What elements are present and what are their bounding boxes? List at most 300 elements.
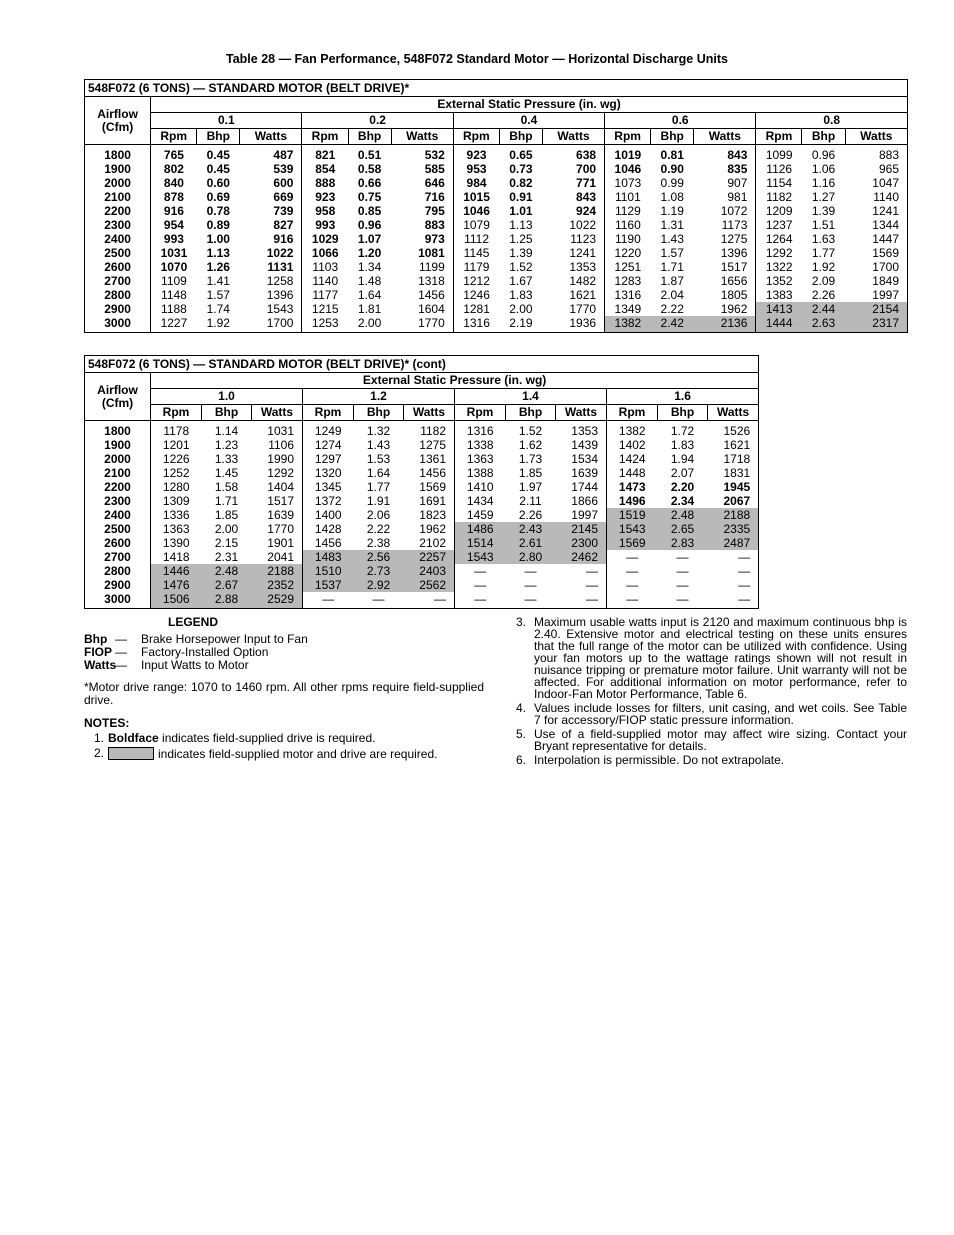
table-caption: 548F072 (6 TONS) — STANDARD MOTOR (BELT DRIVE)* — [85, 80, 908, 97]
table-row — [85, 316, 908, 333]
watts-cell: 1517 — [252, 494, 303, 508]
bhp-cell: 2.44 — [802, 302, 845, 316]
legend-dash: — — [115, 645, 127, 659]
bhp-cell: 2.19 — [499, 316, 542, 333]
rpm-cell: 1227 — [151, 316, 197, 333]
watts-cell: 1823 — [404, 508, 455, 522]
airflow-cell: 2300 — [85, 494, 151, 508]
column-label: Rpm — [607, 405, 658, 421]
watts-cell: 1962 — [404, 522, 455, 536]
bhp-cell: 1.63 — [811, 232, 836, 246]
rpm-cell: — — [626, 550, 639, 564]
rpm-cell: 1252 — [162, 466, 190, 480]
bhp-cell: 0.66 — [357, 176, 382, 190]
bhp-cell: 1.41 — [206, 274, 230, 288]
watts-cell: 1456 — [404, 466, 455, 480]
rpm-cell: 1428 — [314, 522, 342, 536]
rpm-cell: 1154 — [766, 176, 793, 190]
table-caption-row — [85, 356, 759, 373]
rpm-cell: 1140 — [312, 274, 339, 288]
bhp-cell: 2.22 — [366, 522, 391, 536]
note-number: 2. — [93, 746, 104, 760]
watts-cell: 1639 — [252, 508, 303, 522]
bhp-cell: 2.73 — [354, 564, 404, 578]
table-row — [85, 564, 759, 578]
rpm-cell: 1336 — [162, 508, 190, 522]
bhp-cell: 1.16 — [811, 176, 836, 190]
airflow-cell: 2400 — [85, 232, 151, 246]
watts-cell: 1639 — [556, 466, 607, 480]
column-label: Bhp — [197, 129, 240, 145]
bhp-cell: 2.48 — [202, 564, 252, 578]
watts-cell: 2257 — [404, 550, 455, 564]
rpm-cell: 1253 — [302, 316, 348, 333]
rpm-cell: 1283 — [614, 274, 642, 288]
pressure-header: 0.6 — [605, 113, 756, 129]
rpm-cell: 878 — [163, 190, 184, 204]
note-text: Values include losses for filters, unit casing, and wet coils. See Table 7 for accessory/FIOP static pressure information. — [534, 701, 907, 727]
rpm-cell: 1483 — [303, 550, 354, 564]
bhp-cell: 2.34 — [670, 494, 695, 508]
rpm-cell: 1182 — [766, 190, 793, 204]
watts-cell: 2145 — [556, 522, 607, 536]
pressure-header: 0.1 — [151, 113, 302, 129]
rpm-cell: 1126 — [766, 162, 793, 176]
rpm-cell: 1410 — [466, 480, 494, 494]
bhp-cell: 0.96 — [357, 218, 382, 232]
rpm-cell: 953 — [466, 162, 487, 176]
bhp-cell: 2.67 — [202, 578, 252, 592]
watts-cell: 2188 — [252, 564, 303, 578]
watts-cell: 1526 — [708, 421, 759, 439]
rpm-cell: 1543 — [455, 550, 506, 564]
watts-cell: 771 — [542, 176, 604, 190]
column-label: Watts — [404, 405, 455, 421]
rpm-cell: 1352 — [765, 274, 793, 288]
watts-cell: 916 — [240, 232, 302, 246]
airflow-header — [85, 373, 151, 421]
table-row — [85, 232, 908, 246]
bhp-cell: 1.53 — [366, 452, 391, 466]
rpm-cell: 1413 — [756, 302, 802, 316]
bhp-cell: 1.27 — [811, 190, 836, 204]
rpm-cell: 840 — [163, 176, 184, 190]
airflow-cell: 2500 — [85, 522, 151, 536]
airflow-cell: 2600 — [85, 260, 151, 274]
watts-cell: 973 — [391, 232, 453, 246]
watts-cell: 1744 — [556, 480, 607, 494]
watts-cell: 1945 — [708, 480, 759, 494]
watts-cell: 883 — [845, 145, 907, 163]
rpm-cell: 1388 — [466, 466, 494, 480]
airflow-cell: 2200 — [85, 204, 151, 218]
bhp-cell: — — [524, 578, 537, 592]
bhp-cell: 1.39 — [811, 204, 836, 218]
bhp-cell: 1.33 — [214, 452, 239, 466]
bhp-cell: 1.13 — [509, 218, 533, 232]
bhp-cell: 1.92 — [811, 260, 836, 274]
rpm-cell: 954 — [163, 218, 184, 232]
column-label: Watts — [542, 129, 604, 145]
bhp-cell: 0.82 — [509, 176, 533, 190]
bhp-cell: 1.06 — [811, 162, 836, 176]
bhp-cell: 1.71 — [660, 260, 684, 274]
watts-cell: 1901 — [252, 536, 303, 550]
rpm-cell: 1292 — [765, 246, 793, 260]
airflow-cell: 2800 — [85, 564, 151, 578]
watts-cell: 638 — [542, 145, 604, 163]
bhp-cell: 1.13 — [206, 246, 230, 260]
rpm-cell: 1363 — [162, 522, 190, 536]
rpm-cell: 993 — [163, 232, 184, 246]
bhp-cell: 0.45 — [206, 162, 230, 176]
rpm-cell: 1237 — [765, 218, 793, 232]
watts-cell: 924 — [542, 204, 604, 218]
note-5 — [516, 728, 907, 752]
bhp-cell: 1.81 — [357, 302, 382, 316]
column-label: Watts — [694, 129, 756, 145]
bhp-cell: 2.26 — [811, 288, 836, 302]
watts-cell: 1047 — [845, 176, 907, 190]
table-row — [85, 190, 908, 204]
airflow-cell: 3000 — [85, 592, 151, 609]
rpm-cell: 1506 — [151, 592, 202, 609]
watts-cell: 1569 — [404, 480, 455, 494]
bhp-cell: 1.07 — [357, 232, 382, 246]
rpm-cell: 1031 — [160, 246, 188, 260]
page-title: Table 28 — Fan Performance, 548F072 Standard Motor — Horizontal Discharge Units — [226, 52, 728, 66]
table-row — [85, 288, 908, 302]
bhp-cell: 1.01 — [509, 204, 533, 218]
bhp-cell: 2.20 — [670, 480, 695, 494]
rpm-cell: 854 — [315, 162, 336, 176]
watts-cell: 1718 — [708, 452, 759, 466]
airflow-unit: (Cfm) — [101, 395, 134, 410]
pressure-header: 1.2 — [303, 389, 455, 405]
watts-cell: 1292 — [252, 466, 303, 480]
airflow-header — [85, 97, 151, 145]
rpm-cell: 1309 — [162, 494, 190, 508]
bhp-cell: 1.77 — [366, 480, 391, 494]
watts-cell: 1081 — [391, 246, 453, 260]
bhp-cell: 0.99 — [660, 176, 684, 190]
bhp-cell: 1.57 — [660, 246, 684, 260]
bhp-cell: 1.23 — [214, 438, 239, 452]
note-number: 6. — [516, 753, 527, 767]
esp-header-row — [85, 373, 759, 389]
column-label: Watts — [252, 405, 303, 421]
bhp-cell: 1.43 — [366, 438, 391, 452]
watts-cell: 1353 — [542, 260, 604, 274]
bhp-cell: 1.94 — [670, 452, 695, 466]
column-label-row — [85, 405, 759, 421]
motor-drive-footnote: *Motor drive range: 1070 to 1460 rpm. All other rpms require field-supplied drive. — [84, 680, 484, 707]
watts-cell: 2352 — [252, 578, 303, 592]
rpm-cell: 802 — [163, 162, 184, 176]
gray-shading-swatch — [108, 747, 154, 760]
bhp-cell: 1.83 — [509, 288, 533, 302]
bhp-cell: 2.38 — [366, 536, 391, 550]
rpm-cell: — — [474, 564, 487, 578]
watts-cell: 1344 — [845, 218, 907, 232]
bhp-cell: 2.11 — [519, 494, 542, 508]
rpm-cell: 1103 — [312, 260, 339, 274]
bhp-cell: 2.83 — [658, 536, 708, 550]
fan-performance-table-2 — [84, 355, 759, 609]
watts-cell: 1022 — [240, 246, 302, 260]
bhp-cell: — — [354, 592, 404, 609]
bhp-cell: 0.69 — [206, 190, 230, 204]
legend-desc: Factory-Installed Option — [141, 645, 269, 659]
bhp-cell: 1.71 — [214, 494, 239, 508]
rpm-cell: 1345 — [314, 480, 342, 494]
watts-cell: 795 — [391, 204, 453, 218]
column-label: Rpm — [302, 129, 348, 145]
rpm-cell: 1246 — [463, 288, 490, 302]
rpm-cell: 1400 — [314, 508, 342, 522]
rpm-cell: 1201 — [162, 438, 190, 452]
watts-cell: 1997 — [845, 288, 907, 302]
bhp-cell: 0.90 — [660, 162, 684, 176]
bhp-cell: 0.65 — [509, 147, 533, 162]
rpm-cell: 1514 — [455, 536, 506, 550]
watts-cell: 843 — [542, 190, 604, 204]
rpm-cell: 1264 — [765, 232, 793, 246]
bhp-cell: — — [658, 592, 708, 609]
table-row — [85, 508, 759, 522]
bhp-cell: 1.85 — [518, 466, 543, 480]
note-number: 1. — [93, 731, 104, 745]
airflow-label: Airflow — [97, 382, 138, 397]
airflow-cell: 2900 — [85, 578, 151, 592]
rpm-cell: 888 — [315, 176, 336, 190]
watts-cell: 1770 — [391, 316, 453, 333]
note-text: indicates field-supplied motor and drive are required. — [158, 747, 438, 761]
note-text: Use of a field-supplied motor may affect wire sizing. Contact your Bryant representative for details. — [534, 727, 907, 753]
right-notes — [516, 616, 907, 768]
rpm-cell: 1402 — [618, 438, 646, 452]
watts-cell: 487 — [240, 145, 302, 163]
table-row — [85, 536, 759, 550]
table-row — [85, 302, 908, 316]
rpm-cell: 1390 — [162, 536, 190, 550]
table-row — [85, 550, 759, 564]
rpm-cell: 958 — [315, 204, 336, 218]
bhp-cell: 2.88 — [202, 592, 252, 609]
bhp-cell: 1.45 — [214, 466, 239, 480]
notes-heading: NOTES: — [84, 716, 130, 730]
watts-cell: 1182 — [404, 421, 455, 439]
esp-header-row — [85, 97, 908, 113]
bhp-cell: 0.78 — [206, 204, 230, 218]
bhp-cell: 0.81 — [660, 147, 684, 162]
rpm-cell: 1372 — [314, 494, 342, 508]
bhp-cell: 2.04 — [660, 288, 684, 302]
rpm-cell: 1316 — [453, 316, 499, 333]
bhp-cell: 1.64 — [366, 466, 391, 480]
watts-cell: 2188 — [708, 508, 759, 522]
legend-abbr: Watts — [84, 658, 117, 672]
legend-dash: — — [115, 658, 127, 672]
watts-cell: 1131 — [240, 260, 302, 274]
watts-cell: 1439 — [556, 438, 607, 452]
watts-cell: 1604 — [391, 302, 453, 316]
bhp-cell: 1.92 — [197, 316, 240, 333]
bhp-cell: 1.52 — [509, 260, 533, 274]
column-label: Rpm — [605, 129, 651, 145]
watts-cell: 2403 — [404, 564, 455, 578]
watts-cell: 827 — [240, 218, 302, 232]
watts-cell: 2300 — [556, 536, 607, 550]
bhp-cell: 0.96 — [811, 147, 836, 162]
airflow-cell: 2400 — [85, 508, 151, 522]
bhp-cell: — — [524, 564, 537, 578]
bhp-cell: 1.91 — [366, 494, 391, 508]
rpm-cell: 1424 — [618, 452, 646, 466]
airflow-cell: 2200 — [85, 480, 151, 494]
watts-cell: 1447 — [845, 232, 907, 246]
bhp-cell: 1.73 — [518, 452, 543, 466]
rpm-cell: 1188 — [161, 302, 187, 316]
watts-cell: 2102 — [404, 536, 455, 550]
bhp-cell: 1.87 — [660, 274, 684, 288]
table-row — [85, 452, 759, 466]
watts-cell: 1173 — [694, 218, 756, 232]
column-label: Bhp — [202, 405, 252, 421]
bhp-cell: 1.00 — [206, 232, 230, 246]
bhp-cell: 1.74 — [206, 302, 230, 316]
rpm-cell: 1015 — [463, 190, 490, 204]
note-number: 5. — [516, 727, 527, 741]
bhp-cell: 2.43 — [506, 522, 556, 536]
column-label: Rpm — [455, 405, 506, 421]
rpm-cell: 1473 — [618, 480, 646, 494]
bhp-cell: 1.64 — [357, 288, 382, 302]
bhp-cell: 1.43 — [660, 232, 684, 246]
watts-cell: 2487 — [708, 536, 759, 550]
rpm-cell: — — [626, 564, 639, 578]
watts-cell: 1936 — [542, 316, 604, 333]
pressure-header: 1.6 — [607, 389, 759, 405]
airflow-cell: 2700 — [85, 550, 151, 564]
watts-cell: 2154 — [845, 302, 907, 316]
bhp-cell: 0.89 — [206, 218, 230, 232]
rpm-cell: 1316 — [614, 288, 642, 302]
bhp-cell: 1.72 — [670, 423, 695, 438]
bhp-cell: 2.48 — [658, 508, 708, 522]
airflow-cell: 1800 — [85, 421, 151, 439]
airflow-cell: 2300 — [85, 218, 151, 232]
legend-title: LEGEND — [168, 615, 219, 629]
rpm-cell: 1129 — [614, 204, 641, 218]
table-row — [85, 218, 908, 232]
watts-cell: 1656 — [694, 274, 756, 288]
rpm-cell: 1446 — [151, 564, 202, 578]
rpm-cell: 1101 — [614, 190, 641, 204]
watts-cell: 1997 — [556, 508, 607, 522]
rpm-cell: 1519 — [607, 508, 658, 522]
rpm-cell: 1212 — [463, 274, 490, 288]
rpm-cell: — — [303, 592, 354, 609]
column-label: Rpm — [151, 405, 202, 421]
bhp-cell: — — [676, 564, 689, 578]
rpm-cell: 1444 — [756, 316, 802, 333]
rpm-cell: 1178 — [163, 423, 190, 438]
rpm-cell: 1070 — [160, 260, 188, 274]
bhp-cell: 1.19 — [660, 204, 684, 218]
pressure-header: 0.2 — [302, 113, 453, 129]
watts-cell: 1517 — [694, 260, 756, 274]
rpm-cell: 1148 — [161, 288, 187, 302]
note-2 — [84, 747, 484, 761]
watts-cell: 1691 — [404, 494, 455, 508]
legend-block — [84, 616, 484, 761]
note-number: 4. — [516, 701, 527, 715]
watts-cell: 532 — [391, 145, 453, 163]
rpm-cell: 1179 — [463, 260, 490, 274]
bhp-cell: 1.14 — [214, 423, 239, 438]
note-bold-term: Boldface — [108, 731, 159, 745]
watts-cell: 1361 — [404, 452, 455, 466]
watts-cell: 1534 — [556, 452, 607, 466]
rpm-cell: 765 — [163, 147, 184, 162]
watts-cell: 716 — [391, 190, 453, 204]
rpm-cell: 1434 — [466, 494, 494, 508]
bhp-cell: 2.31 — [214, 550, 239, 564]
watts-cell: — — [556, 564, 607, 578]
watts-cell: 1106 — [252, 438, 303, 452]
legend-item — [84, 659, 484, 672]
watts-cell: — — [708, 550, 759, 564]
watts-cell: 981 — [694, 190, 756, 204]
rpm-cell: 1046 — [463, 204, 490, 218]
rpm-cell: 1383 — [765, 288, 793, 302]
column-label: Bhp — [651, 129, 694, 145]
table-row — [85, 522, 759, 536]
bhp-cell: 1.34 — [357, 260, 382, 274]
column-label: Watts — [391, 129, 453, 145]
rpm-cell: 1073 — [614, 176, 642, 190]
rpm-cell: 1281 — [463, 302, 490, 316]
column-label-row — [85, 129, 908, 145]
column-label: Watts — [556, 405, 607, 421]
rpm-cell: 1066 — [311, 246, 339, 260]
pressure-header: 1.4 — [455, 389, 607, 405]
column-label: Bhp — [802, 129, 845, 145]
airflow-cell: 2700 — [85, 274, 151, 288]
bhp-cell: 0.60 — [206, 176, 230, 190]
watts-cell: 1140 — [845, 190, 907, 204]
pressure-header: 0.4 — [453, 113, 604, 129]
bhp-cell: — — [506, 592, 556, 609]
column-label: Rpm — [756, 129, 802, 145]
watts-cell: 1621 — [542, 288, 604, 302]
bhp-cell: 2.00 — [214, 522, 239, 536]
bhp-cell: 2.00 — [509, 302, 533, 316]
note-number: 3. — [516, 615, 527, 629]
watts-cell: 2317 — [845, 316, 907, 333]
legend-desc: Input Watts to Motor — [141, 658, 249, 672]
watts-cell: 2067 — [708, 494, 759, 508]
bhp-cell: 0.51 — [357, 147, 382, 162]
column-label: Bhp — [348, 129, 391, 145]
watts-cell: 883 — [391, 218, 453, 232]
bhp-cell: 1.48 — [357, 274, 382, 288]
rpm-cell: 1079 — [463, 218, 490, 232]
table-row — [85, 246, 908, 260]
airflow-cell: 2100 — [85, 466, 151, 480]
table-row — [85, 176, 908, 190]
